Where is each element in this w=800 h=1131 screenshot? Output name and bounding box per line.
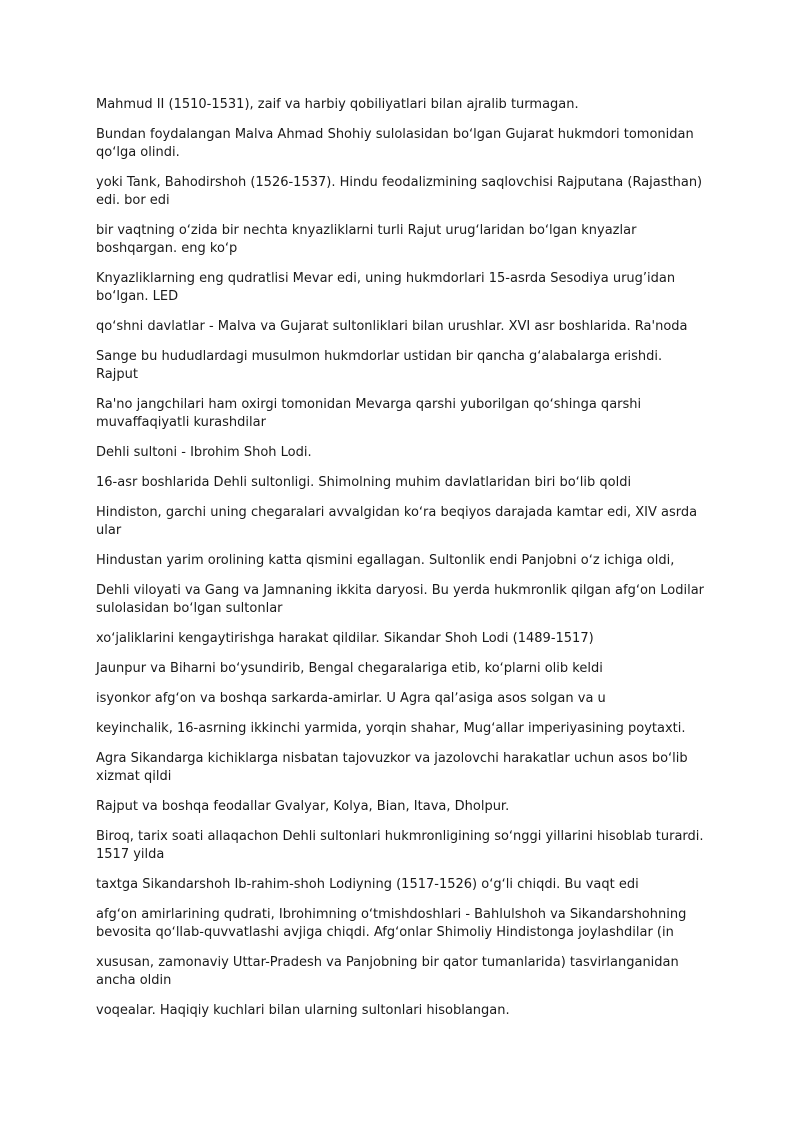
paragraph: Hindiston, garchi uning chegaralari avvalgidan koʻra beqiyos darajada kamtar edi, XIV asrda ular — [96, 505, 698, 538]
paragraph: Dehli sultoni - Ibrohim Shoh Lodi. — [96, 445, 312, 460]
paragraph: keyinchalik, 16-asrning ikkinchi yarmida, yorqin shahar, Mugʻallar imperiyasining poytaxti. — [96, 721, 686, 736]
paragraph: Mahmud II (1510-1531), zaif va harbiy qobiliyatlari bilan ajralib turmagan. — [96, 97, 579, 112]
paragraph: Biroq, tarix soati allaqachon Dehli sultonlari hukmronligining soʻnggi yillarini hisoblab turardi. 1517 yilda — [96, 829, 704, 862]
paragraph: 16-asr boshlarida Dehli sultonligi. Shimolning muhim davlatlaridan biri boʻlib qoldi — [96, 475, 632, 490]
paragraph: afgʻon amirlarining qudrati, Ibrohimning oʻtmishdoshlari - Bahlulshoh va Sikandarshohning bevosita qoʻllab-quvvatlashi avjiga chiqdi. Afgʻonlar Shimoliy Hindistonga joylashdilar (in — [96, 907, 687, 940]
paragraph: Sange bu hududlardagi musulmon hukmdorlar ustidan bir qancha gʻalabalarga erishdi. Rajput — [96, 349, 663, 382]
paragraph: yoki Tank, Bahodirshoh (1526-1537). Hindu feodalizmining saqlovchisi Rajputana (Rajasthan) edi. bor edi — [96, 175, 703, 208]
paragraph: bir vaqtning oʻzida bir nechta knyazliklarni turli Rajut urugʻlaridan boʻlgan knyazlar boshqargan. eng koʻp — [96, 223, 637, 256]
paragraph: isyonkor afgʻon va boshqa sarkarda-amirlar. U Agra qalʼasiga asos solgan va u — [96, 691, 606, 706]
paragraph: voqealar. Haqiqiy kuchlari bilan ularning sultonlari hisoblangan. — [96, 1003, 510, 1018]
paragraph: Bundan foydalangan Malva Ahmad Shohiy sulolasidan boʻlgan Gujarat hukmdori tomonidan qoʻlga olindi. — [96, 127, 694, 160]
paragraph: Rajput va boshqa feodallar Gvalyar, Kolya, Bian, Itava, Dholpur. — [96, 799, 510, 814]
paragraph: Ra'no jangchilari ham oxirgi tomonidan Mevarga qarshi yuborilgan qoʻshinga qarshi muvaffaqiyatli kurashdilar — [96, 397, 642, 430]
paragraph: Hindustan yarim orolining katta qismini egallagan. Sultonlik endi Panjobni oʻz ichiga oldi, — [96, 553, 675, 568]
paragraph: qoʻshni davlatlar - Malva va Gujarat sultonliklari bilan urushlar. XVI asr boshlarida. Ra'noda — [96, 319, 688, 334]
document-body — [96, 96, 708, 1032]
paragraph: taxtga Sikandarshoh Ib-rahim-shoh Lodiyning (1517-1526) oʻgʻli chiqdi. Bu vaqt edi — [96, 877, 639, 892]
paragraph: Dehli viloyati va Gang va Jamnaning ikkita daryosi. Bu yerda hukmronlik qilgan afgʻon Lodilar sulolasidan boʻlgan sultonlar — [96, 583, 705, 616]
paragraph: Knyazliklarning eng qudratlisi Mevar edi, uning hukmdorlari 15-asrda Sesodiya urug’idan bo‘lgan. LED — [96, 271, 676, 304]
paragraph: xoʻjaliklarini kengaytirishga harakat qildilar. Sikandar Shoh Lodi (1489-1517) — [96, 631, 594, 646]
paragraph: Agra Sikandarga kichiklarga nisbatan tajovuzkor va jazolovchi harakatlar uchun asos boʻlib xizmat qildi — [96, 751, 688, 784]
paragraph: Jaunpur va Biharni boʻysundirib, Bengal chegaralariga etib, koʻplarni olib keldi — [96, 661, 603, 676]
paragraph: xususan, zamonaviy Uttar-Pradesh va Panjobning bir qator tumanlarida) tasvirlanganidan ancha oldin — [96, 955, 679, 988]
